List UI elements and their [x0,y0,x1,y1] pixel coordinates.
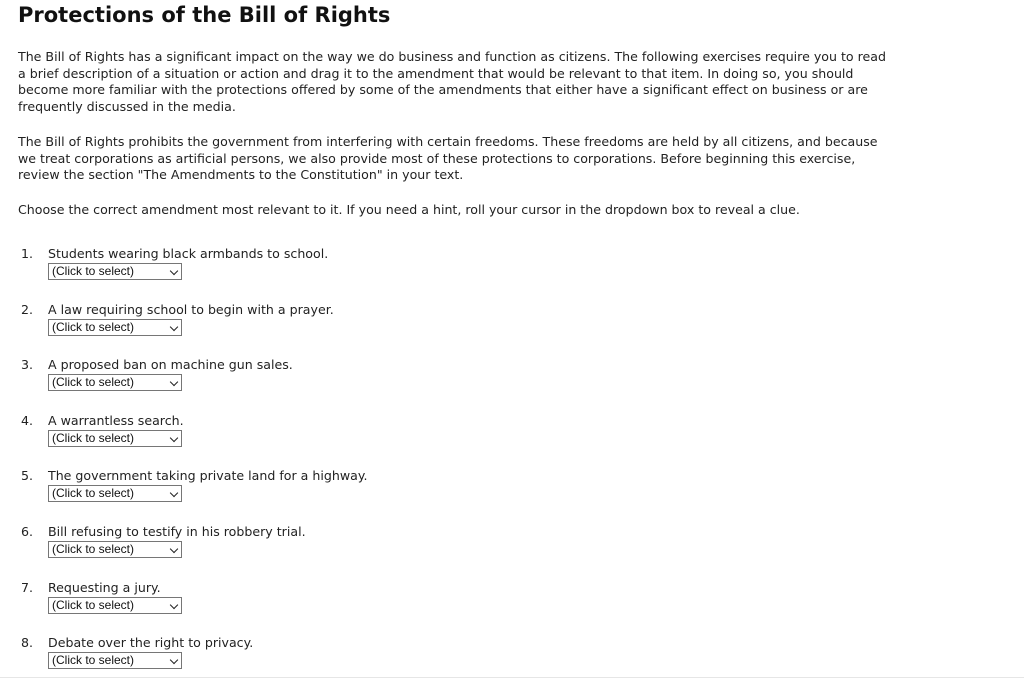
question-item-6 [18,524,1006,580]
dropdown-selected-value: (Click to select) [52,430,135,445]
question-number: 8. [20,635,33,651]
question-text: Debate over the right to privacy. [48,635,254,651]
question-number: 7. [20,579,33,595]
amendment-dropdown-4[interactable] [48,430,182,447]
amendment-dropdown-6[interactable] [48,541,182,558]
question-text: The government taking private land for a highway. [48,468,368,484]
question-number: 4. [20,412,33,428]
amendment-dropdown-1[interactable] [48,263,182,280]
question-text: A law requiring school to begin with a prayer. [48,301,334,317]
question-number: 5. [20,468,33,484]
question-list [18,246,1006,691]
amendment-dropdown-8[interactable] [48,652,182,669]
question-item-4 [18,413,1006,469]
question-number: 3. [20,357,33,373]
dropdown-selected-value: (Click to select) [52,597,135,612]
dropdown-selected-value: (Click to select) [52,264,135,278]
question-item-3 [18,357,1006,413]
question-item-1 [18,246,1006,302]
intro-paragraph: The Bill of Rights has a significant impact on the way we do business and function as citizens. The following exercises require you to read a brief description of a situation or action and drag it to the amendment that would be relevant to that item. In doing so, you should become more familiar with the protections offered by some of the amendments that either have a significant effect on business or are frequently discussed in the media. [18,49,886,114]
question-item-5 [18,468,1006,524]
chevron-down-icon [170,600,178,608]
question-item-7 [18,580,1006,636]
page-divider [0,677,1024,678]
chevron-down-icon [170,545,178,553]
dropdown-selected-value: (Click to select) [52,486,135,501]
chevron-down-icon [170,267,178,275]
question-number: 1. [20,246,33,261]
amendment-dropdown-3[interactable] [48,374,182,391]
dropdown-selected-value: (Click to select) [52,653,135,668]
dropdown-selected-value: (Click to select) [52,541,135,556]
chevron-down-icon [170,656,178,664]
chevron-down-icon [170,322,178,330]
amendment-dropdown-5[interactable] [48,485,182,502]
amendment-dropdown-2[interactable] [48,319,182,336]
question-text: A proposed ban on machine gun sales. [48,357,293,373]
question-text: Bill refusing to testify in his robbery trial. [48,523,306,539]
dropdown-selected-value: (Click to select) [52,375,135,390]
page-title: Protections of the Bill of Rights [18,3,391,27]
instructions-paragraph: Choose the correct amendment most relevant to it. If you need a hint, roll your cursor in the dropdown box to reveal a clue. [18,201,800,217]
dropdown-selected-value: (Click to select) [52,319,135,334]
amendment-dropdown-7[interactable] [48,597,182,614]
question-text: A warrantless search. [48,412,184,428]
chevron-down-icon [170,434,178,442]
chevron-down-icon [170,489,178,497]
question-number: 6. [20,523,33,539]
question-item-2 [18,302,1006,358]
background-paragraph: The Bill of Rights prohibits the government from interfering with certain freedoms. These freedoms are held by all citizens, and because we treat corporations as artificial persons, we also provide most of these protections to corporations. Before beginning this exercise, review the section "The Amendments to the Constitution" in your text. [18,134,878,182]
question-text: Students wearing black armbands to school. [48,246,329,261]
chevron-down-icon [170,378,178,386]
question-number: 2. [20,301,33,317]
question-item-8 [18,635,1006,691]
question-text: Requesting a jury. [48,579,161,595]
